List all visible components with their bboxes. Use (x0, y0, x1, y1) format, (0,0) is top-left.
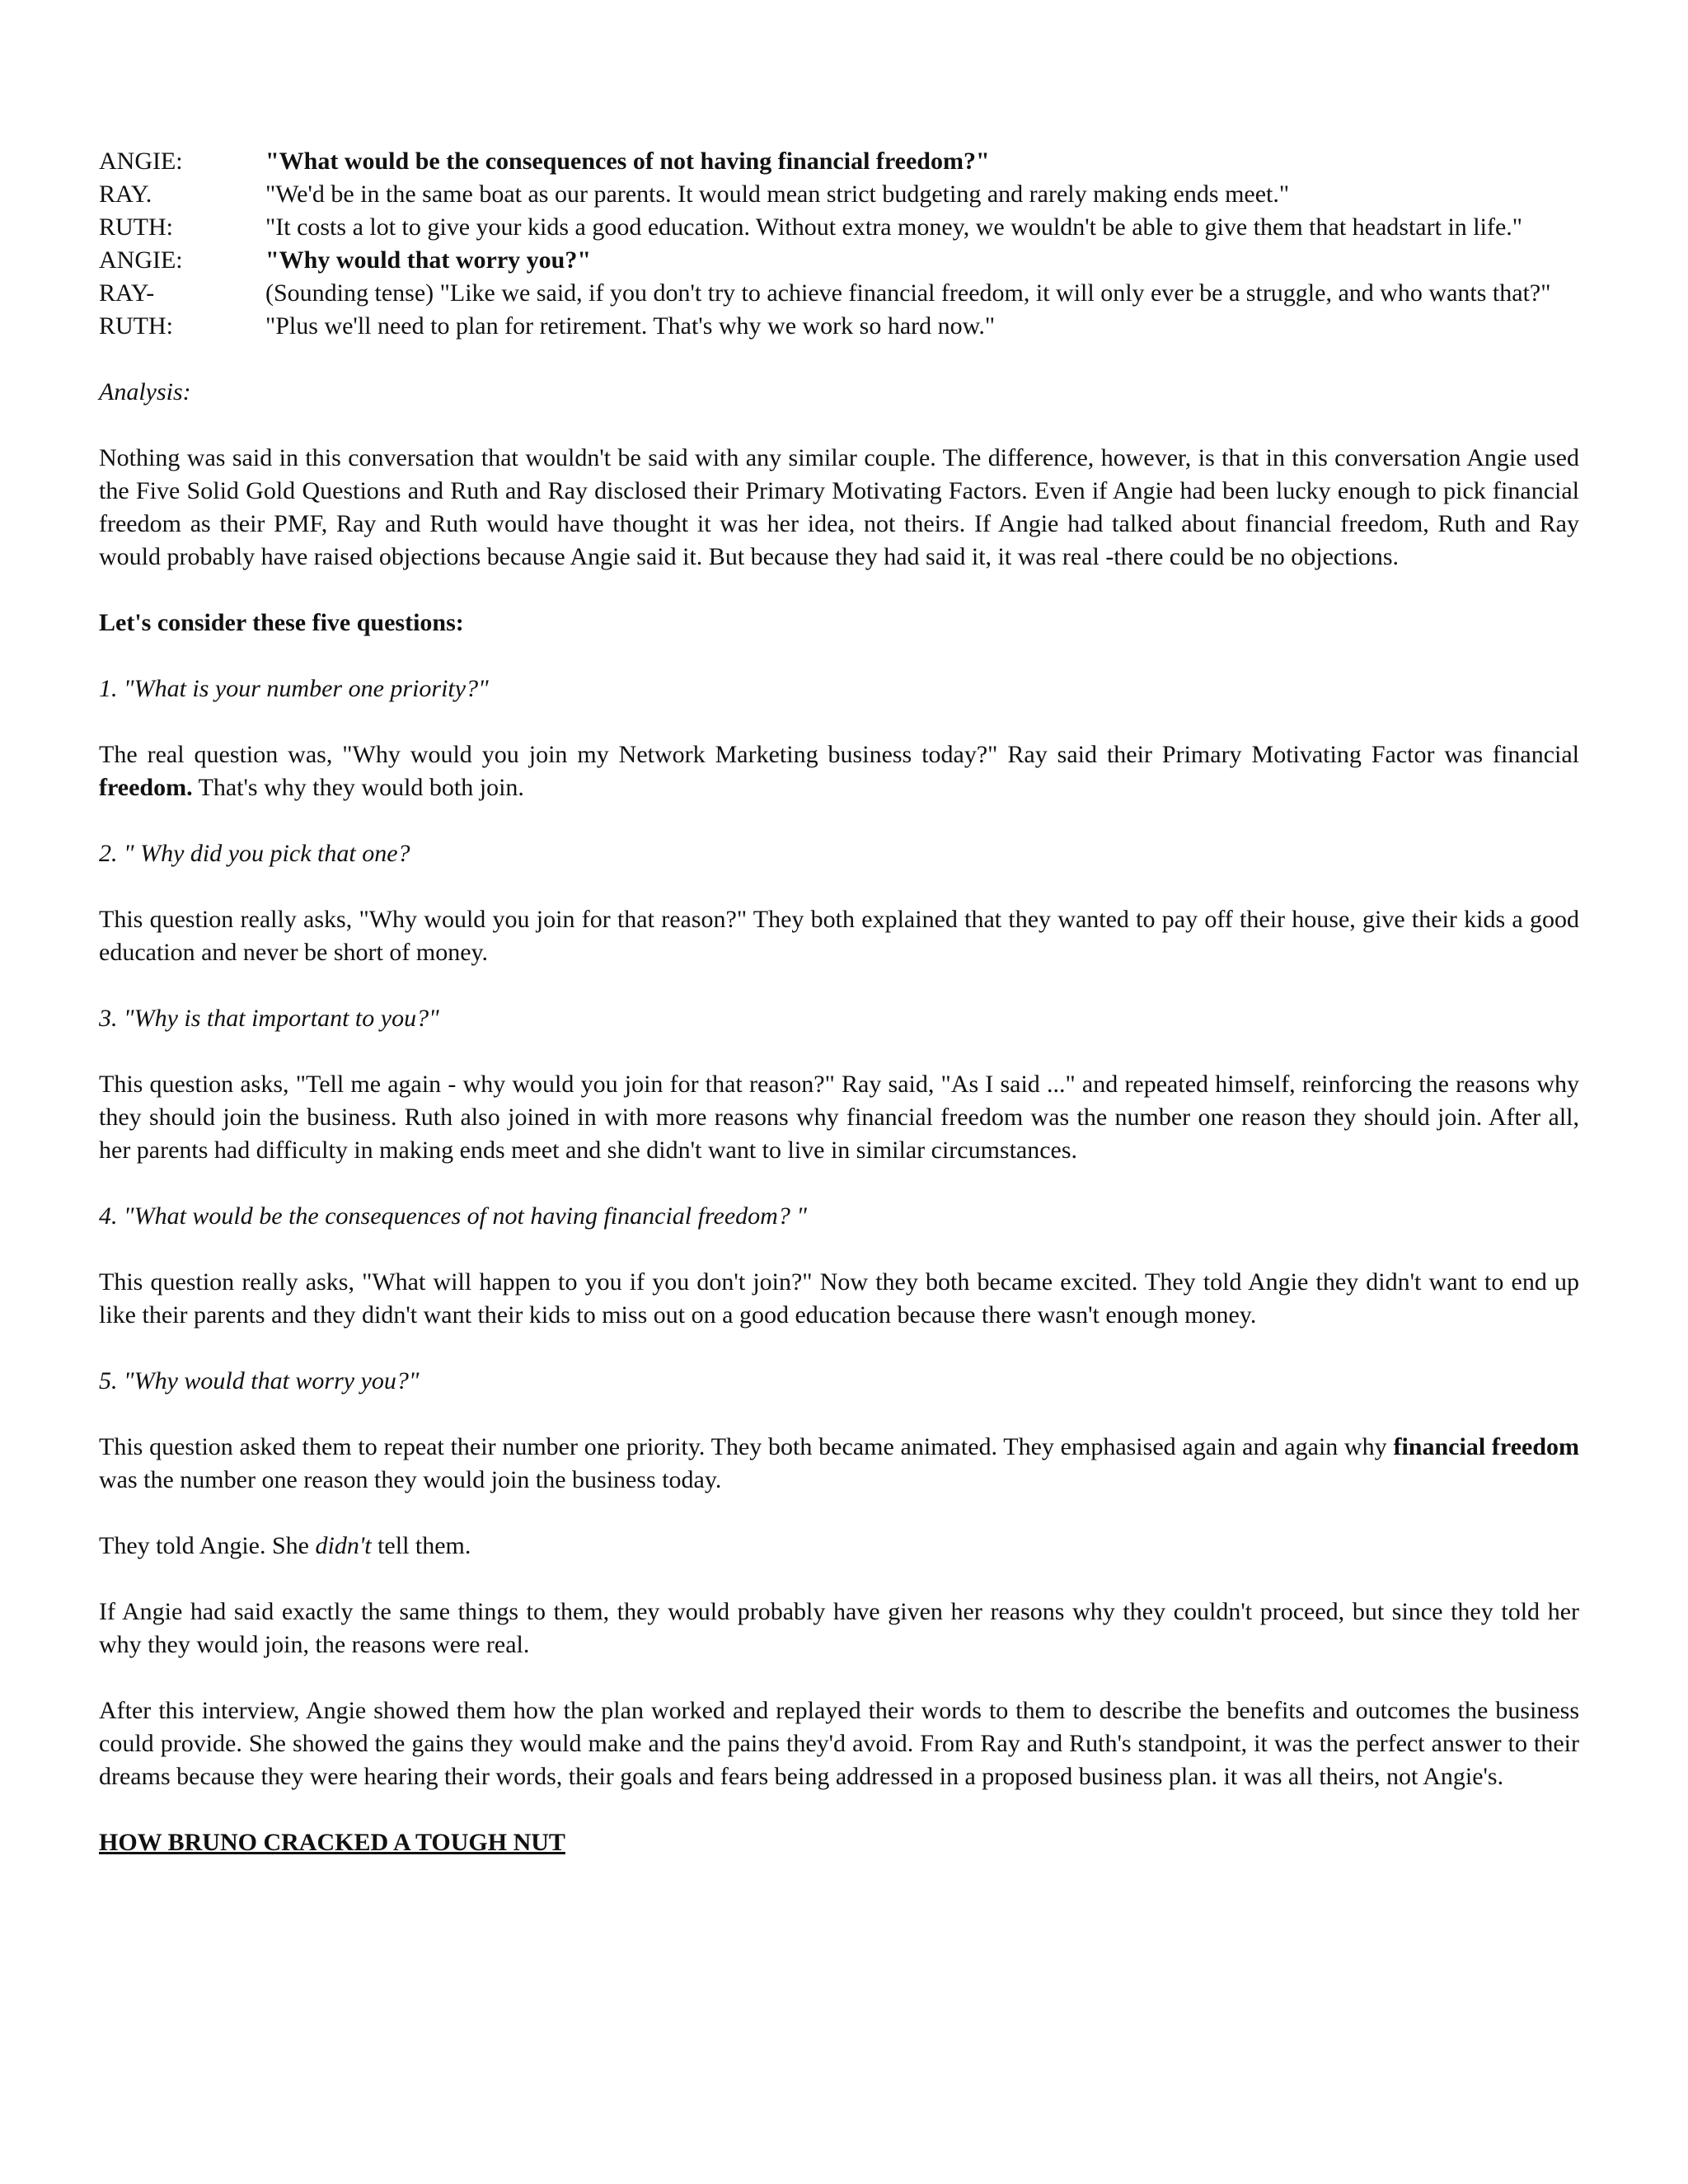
answer-1-emphasis: freedom. (99, 774, 193, 801)
speaker-label: RUTH: (99, 312, 173, 340)
dialogue-line: (Sounding tense) "Like we said, if you don't try to achieve financial freedom, it will only ever be a struggle, and who wants that?" (265, 279, 1551, 307)
speaker-label: RAY- (99, 279, 155, 307)
dialogue-line: "Plus we'll need to plan for retirement. That's why we work so hard now." (265, 312, 996, 340)
answer-2: This question really asks, "Why would you join for that reason?" They both explained that they wanted to pay off their house, give their kids a good education and never be short of money. (99, 906, 1579, 966)
speaker-label: RUTH: (99, 213, 173, 241)
if-paragraph: If Angie had said exactly the same things to them, they would probably have given her reasons why they couldn't proceed, but since they told her why they would join, the reasons were real. (99, 1598, 1579, 1658)
dialogue-row (99, 178, 1579, 211)
section-heading: HOW BRUNO CRACKED A TOUGH NUT (99, 1829, 565, 1856)
speaker-label: ANGIE: (99, 246, 183, 274)
question-5: 5. "Why would that worry you?" (99, 1367, 420, 1394)
dialogue-line: "What would be the consequences of not having financial freedom?" (265, 148, 990, 175)
question-2: 2. " Why did you pick that one? (99, 840, 410, 867)
dialogue-row (99, 277, 1579, 310)
question-4: 4. "What would be the consequences of not having financial freedom? " (99, 1202, 807, 1230)
speaker-label: RAY. (99, 180, 152, 208)
analysis-label: Analysis: (99, 378, 191, 405)
answer-1 (99, 738, 1579, 804)
answer-5-text-end: was the number one reason they would join the business today. (99, 1466, 722, 1493)
question-3: 3. "Why is that important to you?" (99, 1005, 439, 1032)
dialogue-row (99, 310, 1579, 343)
told-paragraph (99, 1530, 1579, 1563)
analysis-paragraph: Nothing was said in this conversation that wouldn't be said with any similar couple. The difference, however, is that in this conversation Angie used the Five Solid Gold Questions and Ruth and Ray disclosed their Primary Motivating Factors. Even if Angie had been lucky enough to pick financial freedom as their PMF, Ray and Ruth would have thought it was her idea, not theirs. If Angie had talked about financial freedom, Ruth and Ray would probably have raised objections because Angie said it. But because they had said it, it was real -there could be no objections. (99, 444, 1579, 570)
dialogue-row (99, 211, 1579, 244)
speaker-label: ANGIE: (99, 148, 183, 175)
answer-5-text: This question asked them to repeat their number one priority. They both became animated. They emphasised again and again why (99, 1433, 1394, 1460)
after-interview-paragraph: After this interview, Angie showed them how the plan worked and replayed their words to them to describe the benefits and outcomes the business could provide. She showed the gains they would make and the pains they'd avoid. From Ray and Ruth's standpoint, it was the perfect answer to their dreams because they were hearing their words, their goals and fears being addressed in a proposed business plan. it was all theirs, not Angie's. (99, 1697, 1579, 1790)
dialogue-row (99, 145, 1579, 178)
dialogue-row (99, 244, 1579, 277)
answer-4: This question really asks, "What will happen to you if you don't join?" Now they both became excited. They told Angie they didn't want to end up like their parents and they didn't want their kids to miss out on a good education because there wasn't enough money. (99, 1268, 1579, 1329)
told-text: They told Angie. She (99, 1532, 316, 1559)
dialogue-line: "Why would that worry you?" (265, 246, 592, 274)
answer-3: This question asks, "Tell me again - why would you join for that reason?" Ray said, "As I said ..." and repeated himself, reinforcing the reasons why they should join the business. Ruth also joined in with more reasons why financial freedom was the number one reason they should join. After all, her parents had difficulty in making ends meet and she didn't want to live in similar circumstances. (99, 1071, 1579, 1164)
answer-1-text-end: That's why they would both join. (192, 774, 524, 801)
dialogue-block (99, 145, 1579, 343)
answer-5-emphasis: financial freedom (1393, 1433, 1579, 1460)
answer-1-text: The real question was, "Why would you join my Network Marketing business today?" Ray said their Primary Motivating Factor was financial (99, 741, 1579, 768)
document-page (99, 145, 1579, 1859)
dialogue-line: "We'd be in the same boat as our parents. It would mean strict budgeting and rarely making ends meet." (265, 180, 1290, 208)
dialogue-line: "It costs a lot to give your kids a good education. Without extra money, we wouldn't be able to give them that headstart in life." (265, 213, 1523, 241)
question-1: 1. "What is your number one priority?" (99, 675, 489, 702)
answer-5 (99, 1431, 1579, 1497)
told-emphasis: didn't (315, 1532, 372, 1559)
questions-heading: Let's consider these five questions: (99, 609, 464, 636)
told-text-end: tell them. (371, 1532, 471, 1559)
